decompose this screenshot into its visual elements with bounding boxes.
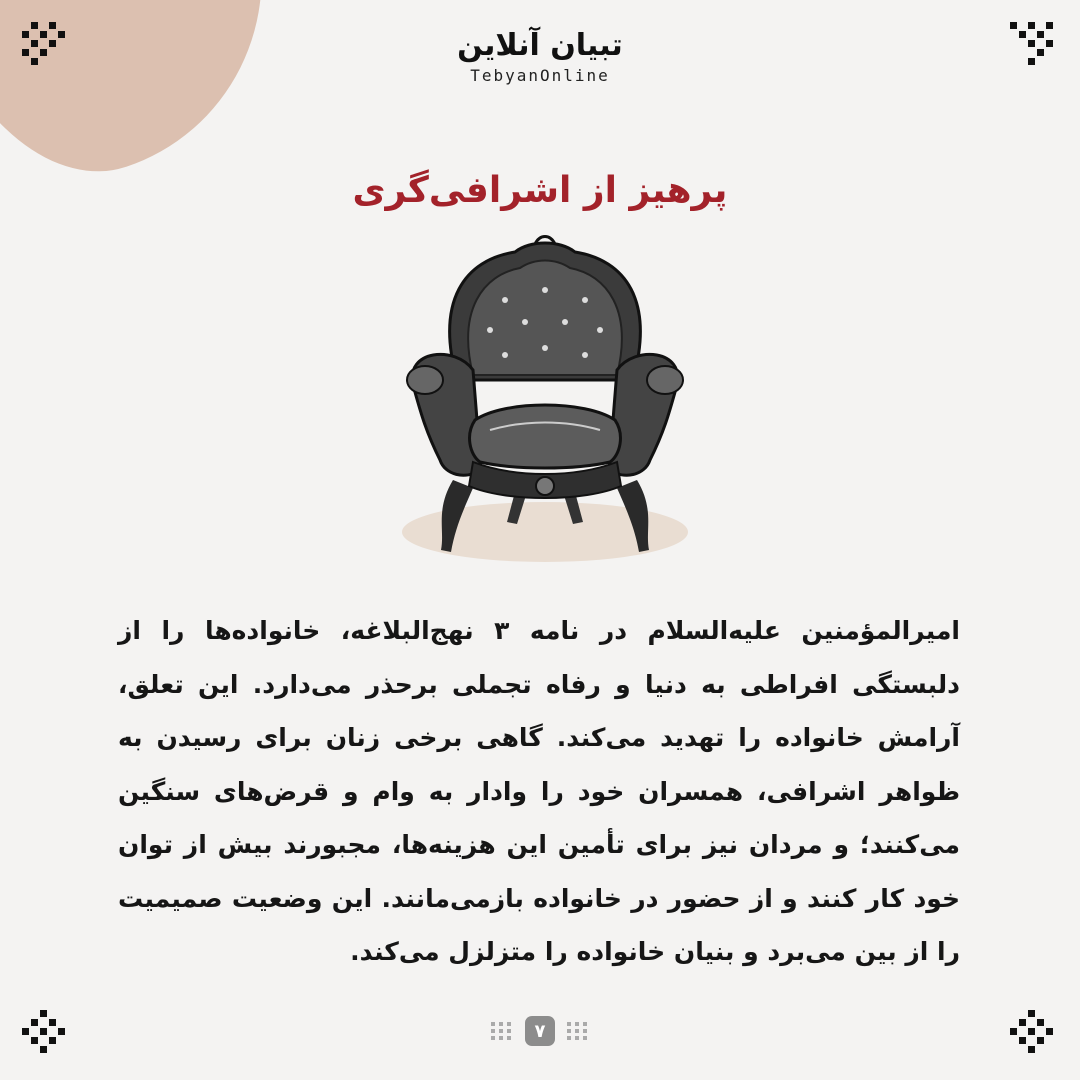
brand-name-fa: تبیان آنلاین	[457, 28, 623, 63]
body-paragraph: امیرالمؤمنین علیه‌السلام در نامه ۳ نهج‌البلاغه، خانواده‌ها را از دلبستگی افراطی به دنیا و رفاه تجملی برحذر می‌دارد. این تعلق، آرامش خانواده را تهدید می‌کند. گاهی برخی زنان برای رسیدن به ظواهر اشرافی، همسران خود را وادار به وام و قرض‌های سنگین می‌کنند؛ و مردان نیز برای تأمین این هزینه‌ها، مجبورند بیش از توان خود کار کنند و از حضور در خانواده بازمی‌مانند. این وضعیت صمیمیت را از بین می‌برد و بنیان خانواده را متزلزل می‌کند.	[118, 616, 960, 966]
pagination-dots-left-icon	[491, 1022, 513, 1040]
page-title: پرهیز از اشرافی‌گری	[352, 170, 728, 211]
armchair-illustration	[395, 230, 695, 570]
brand-name-en: TebyanOnline	[470, 66, 610, 85]
pagination	[0, 1014, 1080, 1048]
pagination-dots-right-icon	[567, 1022, 589, 1040]
brand-logo	[0, 28, 1080, 85]
page-number-badge: ۷	[525, 1016, 555, 1046]
